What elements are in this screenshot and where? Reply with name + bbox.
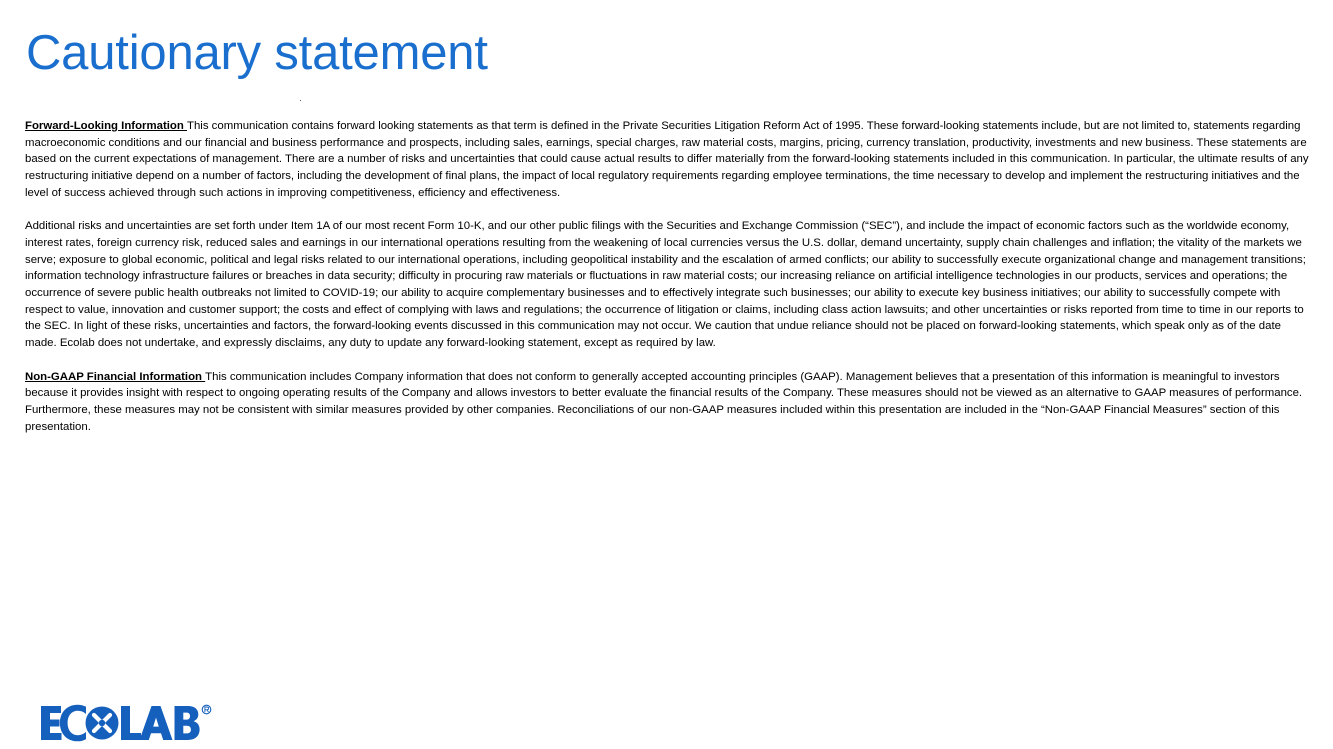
logo-registered-mark bbox=[202, 705, 211, 714]
logo-letter-e bbox=[41, 706, 62, 740]
ecolab-logo bbox=[40, 703, 218, 743]
paragraph-text: This communication contains forward looking statements as that term is defined in the Private Securities Litigation Reform Act of 1995. These forward-looking statements include, but are not limited to, statements regarding macroeconomic conditions and our financial and business performance and prospects, including sales, earnings, special charges, raw material costs, margins, pricing, currency translation, productivity, investments and new business. These statements are based on the current expectations of management. There are a number of risks and uncertainties that could cause actual results to differ materially from the forward-looking statements included in this communication. In particular, the ultimate results of any restructuring initiative depend on a number of factors, including the development of final plans, the impact of local regulatory requirements regarding employee terminations, the time necessary to develop and implement the restructuring initiatives and the level of success achieved through such actions in improving competitiveness, efficiency and effectiveness. bbox=[25, 120, 1309, 199]
logo-letter-b bbox=[175, 706, 200, 740]
paragraph-heading: Forward-Looking Information bbox=[25, 120, 187, 132]
page-title: Cautionary statement bbox=[26, 26, 488, 80]
paragraph-additional-risks bbox=[25, 218, 1309, 352]
cautionary-body bbox=[25, 118, 1309, 452]
logo-letter-o bbox=[86, 707, 119, 740]
paragraph-heading: Non-GAAP Financial Information bbox=[25, 370, 206, 383]
logo-letter-c bbox=[60, 705, 86, 742]
paragraph-forward-looking bbox=[25, 118, 1309, 202]
paragraph-text: Additional risks and uncertainties are set forth under Item 1A of our most recent Form 10-K, and our other public filings with the Securities and Exchange Commission (“SEC”), and include the impact of economic factors such as the worldwide economy, interest rates, foreign currency risk, reduced sales and earnings in our international operations resulting from the weakening of local currencies versus the U.S. dollar, demand uncertainty, supply chain challenges and inflation; the vitality of the markets we serve; exposure to global economic, political and legal risks related to our international operations, including geopolitical instability and the escalation of armed conflicts; our ability to successfully execute organizational change and management transitions; information technology infrastructure failures or breaches in data security; difficulty in procuring raw materials or fluctuations in raw material costs; our increasing reliance on artificial intelligence technologies in our products, services and operations; the occurrence of severe public health outbreaks not limited to COVID-19; our ability to acquire complementary businesses and to effectively integrate such businesses; our ability to execute key business initiatives; our ability to successfully compete with respect to value, innovation and customer support; the costs and effect of complying with laws and regulations; the occurrence of litigation or claims, including class action lawsuits; and other uncertainties or risks reported from time to time in our reports to the SEC. In light of these risks, uncertainties and factors, the forward-looking events discussed in this communication may not occur. We caution that undue reliance should not be placed on forward-looking statements, which speak only as of the date made. Ecolab does not undertake, and expressly disclaims, any duty to update any forward-looking statement, except as required by law. bbox=[25, 220, 1306, 350]
paragraph-non-gaap bbox=[25, 369, 1309, 436]
logo-letter-l bbox=[121, 706, 141, 740]
paragraph-text: This communication includes Company information that does not conform to generally accepted accounting principles (GAAP). Management believes that a presentation of this information is meaningful to investors because it provides insight with respect to ongoing operating results of the Company and allows investors to better evaluate the financial results of the Company. These measures should not be viewed as an alternative to GAAP measures of performance. Furthermore, these measures may not be consistent with similar measures provided by other companies. Reconciliations of our non-GAAP measures included within this presentation are included in the “Non-GAAP Financial Measures” section of this presentation. bbox=[25, 370, 1303, 433]
decorative-dot bbox=[300, 100, 301, 101]
logo-letter-a bbox=[140, 706, 173, 740]
